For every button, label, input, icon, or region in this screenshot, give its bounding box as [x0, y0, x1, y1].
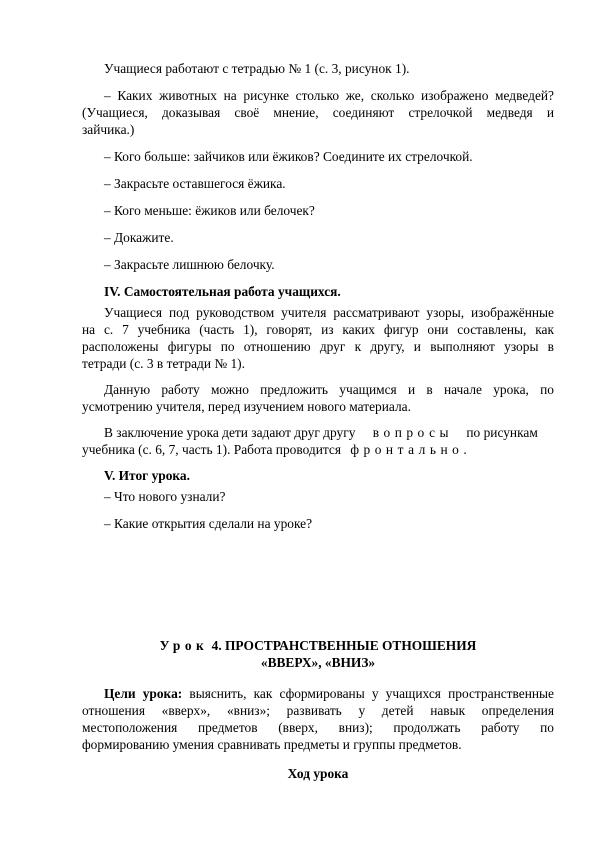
paragraph-line: – Каких животных на рисунке столько же, сколько изображено медведей? [104, 88, 554, 103]
paragraph-line: на с. 7 учебника (часть 1), говорят, из каких фигур они составлены, как [82, 322, 554, 337]
paragraph-line: – Что нового узнали? [104, 489, 226, 504]
paragraph-line: зайчика.) [82, 122, 135, 137]
lesson-subtitle: «ВВЕРХ», «ВНИЗ» [260, 655, 376, 670]
paragraph-line: усмотрению учителя, перед изучением нового материала. [82, 399, 411, 414]
paragraph-line: Учащиеся работают с тетрадью № 1 (с. 3, рисунок 1). [104, 61, 410, 76]
lesson-title-text: 4. ПРОСТРАНСТВЕННЫЕ ОТНОШЕНИЯ [211, 638, 477, 653]
goals-label: Цели урока: [104, 686, 183, 701]
paragraph-line: Данную работу можно предложить учащимся и в начале урока, по [104, 382, 554, 397]
paragraph-line: расположены фигуры по отношению друг к другу, и выполняют узоры в [82, 339, 554, 354]
section-heading: IV. Самостоятельная работа учащихся. [104, 284, 341, 299]
paragraph-line [104, 685, 554, 702]
text-run: выяснить, как сформированы у учащихся пространственные [189, 686, 554, 701]
lesson-title [82, 637, 554, 654]
paragraph-line [104, 424, 554, 441]
lesson-word: Урок [159, 638, 209, 653]
paragraph-line: формированию умения сравнивать предметы и группы предметов. [82, 737, 462, 752]
paragraph-line: – Кого больше: зайчиков или ёжиков? Соедините их стрелочкой. [104, 149, 473, 164]
paragraph-line: отношения «вверх», «вниз»; развивать у детей навык определения [82, 703, 554, 718]
paragraph-line: (Учащиеся, доказывая своё мнение, соединяют стрелочкой медведя и [82, 105, 554, 120]
text-run: по рисункам [466, 425, 538, 440]
paragraph-line: – Докажите. [104, 230, 174, 245]
section-heading: Ход урока [287, 766, 349, 781]
paragraph-line [82, 441, 554, 458]
spaced-text: фронтально. [350, 442, 472, 457]
paragraph-line: – Закрасьте лишнюю белочку. [104, 257, 275, 272]
section-heading: V. Итог урока. [104, 468, 190, 483]
spaced-text: вопросы [372, 425, 454, 440]
paragraph-line: – Закрасьте оставшегося ёжика. [104, 176, 286, 191]
text-run: учебника (с. 6, 7, часть 1). Работа проводится [82, 442, 341, 457]
paragraph-line: тетради (с. 3 в тетради № 1). [82, 356, 245, 371]
paragraph-line: – Какие открытия сделали на уроке? [104, 516, 313, 531]
text-run: В заключение урока дети задают друг другу [104, 425, 356, 440]
paragraph-line: Учащиеся под руководством учителя рассматривают узоры, изображённые [104, 305, 554, 320]
paragraph-line: местоположения предметов (вверх, вниз); продолжать работу по [82, 720, 554, 735]
paragraph-line: – Кого меньше: ёжиков или белочек? [104, 203, 315, 218]
